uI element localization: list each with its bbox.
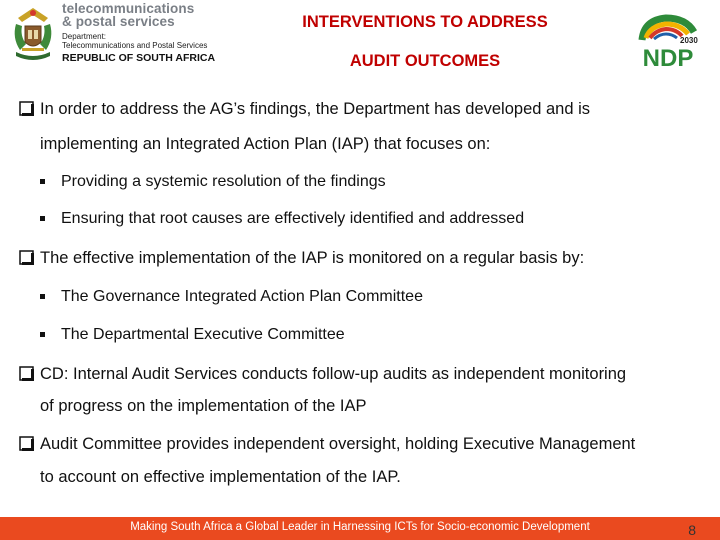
slide-header bbox=[0, 0, 720, 90]
point-2-line-1: The effective implementation of the IAP is monitored on a regular basis by: bbox=[40, 249, 585, 267]
slide-footer bbox=[0, 517, 720, 540]
ndp-2030-logo-icon bbox=[636, 14, 700, 70]
point-3-line-2: of progress on the implementation of the IAP bbox=[40, 397, 367, 415]
department-label: Department: bbox=[62, 32, 107, 41]
square-bullet-icon bbox=[40, 332, 45, 337]
checkbox-bullet-icon bbox=[19, 250, 34, 265]
subpoint-text: Ensuring that root causes are effectively identified and addressed bbox=[61, 210, 525, 227]
country-name: REPUBLIC OF SOUTH AFRICA bbox=[62, 52, 216, 64]
point-3-line-1: CD: Internal Audit Services conducts follow-up audits as independent monitoring bbox=[40, 365, 627, 383]
subpoint-text: The Governance Integrated Action Plan Committee bbox=[61, 288, 423, 305]
subpoint-text: The Departmental Executive Committee bbox=[61, 326, 345, 343]
slide-title-line-2: AUDIT OUTCOMES bbox=[349, 52, 501, 70]
checkbox-bullet-icon bbox=[19, 366, 34, 381]
point-1-line-2: implementing an Integrated Action Plan (IAP) that focuses on: bbox=[40, 135, 491, 153]
department-name: Telecommunications and Postal Services bbox=[62, 41, 208, 50]
point-4-line-2: to account on effective implementation of the IAP. bbox=[40, 468, 401, 486]
subpoint-text: Providing a systemic resolution of the findings bbox=[61, 173, 386, 190]
point-4-line-1: Audit Committee provides independent oversight, holding Executive Management bbox=[40, 435, 636, 453]
slide-title-line-1: INTERVENTIONS TO ADDRESS bbox=[302, 13, 548, 31]
ndp-text: NDP bbox=[642, 45, 694, 70]
brand-line-2: & postal services bbox=[62, 14, 175, 29]
footer-tagline: Making South Africa a Global Leader in Harnessing ICTs for Socio-economic Development bbox=[130, 521, 590, 533]
square-bullet-icon bbox=[40, 216, 45, 221]
checkbox-bullet-icon bbox=[19, 101, 34, 116]
square-bullet-icon bbox=[40, 294, 45, 299]
checkbox-bullet-icon bbox=[19, 436, 34, 451]
point-1-line-1: In order to address the AG’s findings, the Department has developed and is bbox=[40, 100, 591, 118]
square-bullet-icon bbox=[40, 179, 45, 184]
coat-of-arms-icon bbox=[8, 4, 58, 64]
brand-line-1: telecommunications bbox=[62, 1, 195, 16]
page-number: 8 bbox=[688, 522, 696, 538]
ndp-year: 2030 bbox=[680, 36, 698, 45]
